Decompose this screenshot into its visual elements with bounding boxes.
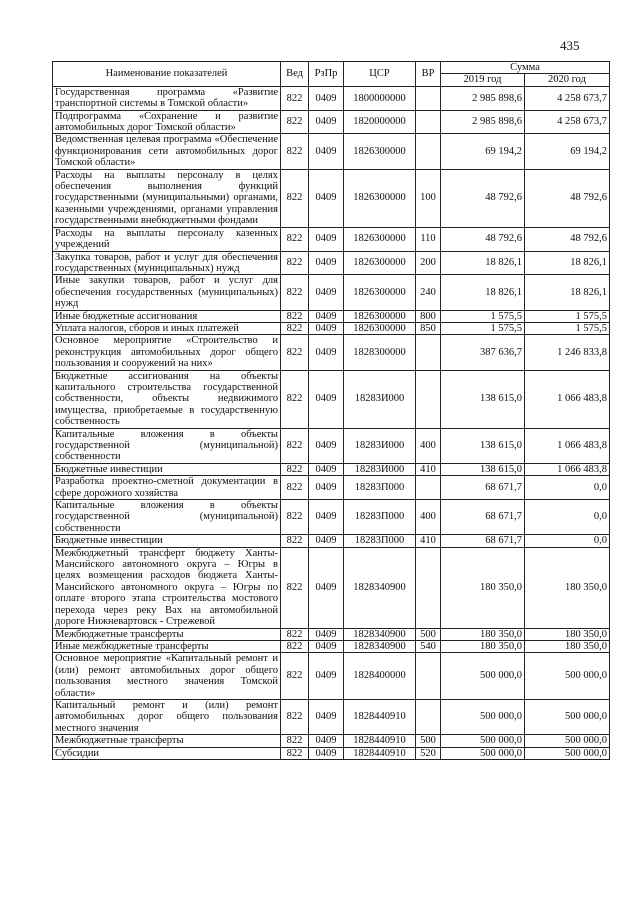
cell-ved: 822 (281, 463, 309, 475)
cell-ved: 822 (281, 640, 309, 652)
cell-ved: 822 (281, 169, 309, 227)
cell-ved: 822 (281, 370, 309, 428)
cell-name: Основное мероприятие «Строительство и реконструкция автомобильных дорог общего пользования и сооружений на них» (53, 335, 281, 370)
cell-2019: 500 000,0 (441, 699, 525, 734)
cell-vr (416, 653, 441, 700)
cell-2020: 4 258 673,7 (525, 110, 610, 134)
cell-csr: 1800000000 (344, 86, 416, 110)
cell-vr: 520 (416, 747, 441, 759)
cell-2019: 500 000,0 (441, 747, 525, 759)
cell-2020: 69 194,2 (525, 134, 610, 169)
table-row (53, 653, 610, 700)
cell-name: Государственная программа «Развитие транспортной системы в Томской области» (53, 86, 281, 110)
cell-ved: 822 (281, 227, 309, 251)
cell-ved: 822 (281, 134, 309, 169)
cell-rzpr: 0409 (309, 227, 344, 251)
cell-vr (416, 335, 441, 370)
cell-rzpr: 0409 (309, 86, 344, 110)
cell-2019: 68 671,7 (441, 500, 525, 535)
cell-csr: 1826300000 (344, 169, 416, 227)
table-row (53, 86, 610, 110)
cell-name: Иные межбюджетные трансферты (53, 640, 281, 652)
cell-ved: 822 (281, 310, 309, 322)
cell-rzpr: 0409 (309, 370, 344, 428)
cell-name: Расходы на выплаты персоналу в целях обеспечения выполнения функций государственными (муниципальными) органами, казенными учреждениями, органами управления государственными внебюджетными фондами (53, 169, 281, 227)
cell-rzpr: 0409 (309, 428, 344, 463)
cell-ved: 822 (281, 500, 309, 535)
cell-2020: 500 000,0 (525, 747, 610, 759)
table-row (53, 310, 610, 322)
cell-vr: 100 (416, 169, 441, 227)
header-rzpr: РзПр (309, 62, 344, 87)
cell-rzpr: 0409 (309, 251, 344, 275)
cell-2020: 0,0 (525, 500, 610, 535)
cell-2020: 1 066 483,8 (525, 463, 610, 475)
cell-2020: 500 000,0 (525, 699, 610, 734)
cell-vr (416, 134, 441, 169)
cell-vr: 410 (416, 463, 441, 475)
cell-ved: 822 (281, 86, 309, 110)
cell-2019: 68 671,7 (441, 535, 525, 547)
cell-2019: 1 575,5 (441, 310, 525, 322)
cell-ved: 822 (281, 110, 309, 134)
cell-name: Уплата налогов, сборов и иных платежей (53, 322, 281, 334)
table-row (53, 463, 610, 475)
page-number: 435 (560, 38, 580, 53)
cell-name: Бюджетные инвестиции (53, 535, 281, 547)
cell-2019: 18 826,1 (441, 251, 525, 275)
cell-csr: 18283П000 (344, 535, 416, 547)
cell-2019: 2 985 898,6 (441, 110, 525, 134)
cell-rzpr: 0409 (309, 640, 344, 652)
cell-ved: 822 (281, 699, 309, 734)
header-ved: Вед (281, 62, 309, 87)
cell-name: Межбюджетные трансферты (53, 735, 281, 747)
cell-csr: 18283И000 (344, 428, 416, 463)
cell-csr: 1826300000 (344, 251, 416, 275)
cell-name: Капитальный ремонт и (или) ремонт автомобильных дорог общего пользования местного значения (53, 699, 281, 734)
cell-2019: 180 350,0 (441, 547, 525, 628)
cell-csr: 1828340900 (344, 628, 416, 640)
cell-2019: 387 636,7 (441, 335, 525, 370)
cell-rzpr: 0409 (309, 747, 344, 759)
cell-2019: 48 792,6 (441, 169, 525, 227)
table-row (53, 640, 610, 652)
cell-name: Бюджетные ассигнования на объекты капитального строительства государственной собственности, объекты недвижимого имущества, приобретаемые в государственную собственность (53, 370, 281, 428)
table-row (53, 699, 610, 734)
cell-2020: 1 066 483,8 (525, 428, 610, 463)
cell-2020: 180 350,0 (525, 547, 610, 628)
cell-name: Субсидии (53, 747, 281, 759)
cell-ved: 822 (281, 322, 309, 334)
cell-ved: 822 (281, 535, 309, 547)
cell-2020: 48 792,6 (525, 169, 610, 227)
cell-rzpr: 0409 (309, 653, 344, 700)
cell-ved: 822 (281, 428, 309, 463)
table-row (53, 251, 610, 275)
cell-ved: 822 (281, 735, 309, 747)
cell-ved: 822 (281, 251, 309, 275)
cell-2020: 18 826,1 (525, 275, 610, 310)
cell-2020: 0,0 (525, 476, 610, 500)
cell-2020: 1 575,5 (525, 322, 610, 334)
cell-vr: 400 (416, 500, 441, 535)
cell-name: Разработка проектно-сметной документации в сфере дорожного хозяйства (53, 476, 281, 500)
table-row (53, 169, 610, 227)
cell-rzpr: 0409 (309, 535, 344, 547)
cell-rzpr: 0409 (309, 275, 344, 310)
cell-ved: 822 (281, 547, 309, 628)
budget-table (52, 61, 610, 760)
cell-rzpr: 0409 (309, 110, 344, 134)
cell-name: Иные бюджетные ассигнования (53, 310, 281, 322)
cell-rzpr: 0409 (309, 335, 344, 370)
cell-2019: 68 671,7 (441, 476, 525, 500)
cell-name: Межбюджетные трансферты (53, 628, 281, 640)
cell-2019: 138 615,0 (441, 463, 525, 475)
cell-rzpr: 0409 (309, 169, 344, 227)
table-row (53, 110, 610, 134)
table-row (53, 628, 610, 640)
cell-2019: 500 000,0 (441, 735, 525, 747)
cell-vr (416, 370, 441, 428)
cell-vr: 400 (416, 428, 441, 463)
cell-vr: 110 (416, 227, 441, 251)
cell-2020: 1 575,5 (525, 310, 610, 322)
cell-vr: 500 (416, 628, 441, 640)
cell-name: Основное мероприятие «Капитальный ремонт и (или) ремонт автомобильных дорог общего пользования местного значения Томской области» (53, 653, 281, 700)
cell-vr: 800 (416, 310, 441, 322)
cell-2020: 1 066 483,8 (525, 370, 610, 428)
cell-csr: 18283П000 (344, 500, 416, 535)
cell-csr: 1828440910 (344, 699, 416, 734)
cell-2019: 500 000,0 (441, 653, 525, 700)
table-row (53, 476, 610, 500)
cell-vr (416, 86, 441, 110)
table-row (53, 134, 610, 169)
cell-2020: 4 258 673,7 (525, 86, 610, 110)
cell-csr: 1828440910 (344, 747, 416, 759)
table-row (53, 428, 610, 463)
cell-2020: 500 000,0 (525, 653, 610, 700)
header-name: Наименование показателей (53, 62, 281, 87)
cell-rzpr: 0409 (309, 463, 344, 475)
cell-vr: 240 (416, 275, 441, 310)
cell-name: Ведомственная целевая программа «Обеспечение функционирования сети автомобильных дорог Томской области» (53, 134, 281, 169)
cell-name: Иные закупки товаров, работ и услуг для обеспечения государственных (муниципальных) нужд (53, 275, 281, 310)
cell-name: Межбюджетный трансферт бюджету Ханты-Мансийского автономного округа – Югры в целях возмещения расходов бюджета Ханты-Мансийского автономного округа – Югры по оплате второго этапа строительства мостового перехода через реку Вах на автомобильной дороге Нижневартовск - Стрежевой (53, 547, 281, 628)
cell-2020: 500 000,0 (525, 735, 610, 747)
cell-csr: 1826300000 (344, 134, 416, 169)
cell-csr: 1828400000 (344, 653, 416, 700)
cell-vr: 540 (416, 640, 441, 652)
cell-ved: 822 (281, 275, 309, 310)
table-row (53, 735, 610, 747)
cell-ved: 822 (281, 628, 309, 640)
cell-rzpr: 0409 (309, 322, 344, 334)
cell-2020: 180 350,0 (525, 628, 610, 640)
cell-rzpr: 0409 (309, 500, 344, 535)
header-2020: 2020 год (525, 74, 610, 86)
table-row (53, 547, 610, 628)
cell-csr: 1820000000 (344, 110, 416, 134)
cell-rzpr: 0409 (309, 628, 344, 640)
cell-vr: 850 (416, 322, 441, 334)
cell-ved: 822 (281, 476, 309, 500)
header-2019: 2019 год (441, 74, 525, 86)
cell-rzpr: 0409 (309, 735, 344, 747)
cell-vr (416, 699, 441, 734)
cell-csr: 1826300000 (344, 322, 416, 334)
header-sum: Сумма (441, 62, 610, 74)
cell-2020: 18 826,1 (525, 251, 610, 275)
cell-csr: 1826300000 (344, 310, 416, 322)
header-vr: ВР (416, 62, 441, 87)
cell-name: Подпрограмма «Сохранение и развитие автомобильных дорог Томской области» (53, 110, 281, 134)
cell-2019: 1 575,5 (441, 322, 525, 334)
table-row (53, 535, 610, 547)
cell-csr: 1828340900 (344, 640, 416, 652)
cell-rzpr: 0409 (309, 547, 344, 628)
cell-2019: 180 350,0 (441, 628, 525, 640)
cell-vr (416, 547, 441, 628)
cell-vr: 410 (416, 535, 441, 547)
cell-csr: 1828300000 (344, 335, 416, 370)
cell-csr: 18283И000 (344, 463, 416, 475)
cell-2019: 138 615,0 (441, 370, 525, 428)
cell-csr: 18283И000 (344, 370, 416, 428)
cell-rzpr: 0409 (309, 476, 344, 500)
cell-2020: 48 792,6 (525, 227, 610, 251)
cell-vr: 200 (416, 251, 441, 275)
table-row (53, 227, 610, 251)
cell-csr: 1828440910 (344, 735, 416, 747)
header-csr: ЦСР (344, 62, 416, 87)
cell-ved: 822 (281, 335, 309, 370)
table-header (53, 62, 610, 87)
cell-2020: 1 246 833,8 (525, 335, 610, 370)
table-row (53, 335, 610, 370)
cell-name: Расходы на выплаты персоналу казенных учреждений (53, 227, 281, 251)
table-row (53, 370, 610, 428)
cell-vr: 500 (416, 735, 441, 747)
cell-2019: 2 985 898,6 (441, 86, 525, 110)
cell-vr (416, 476, 441, 500)
cell-name: Капитальные вложения в объекты государственной (муниципальной) собственности (53, 500, 281, 535)
cell-2019: 138 615,0 (441, 428, 525, 463)
table-row (53, 747, 610, 759)
table-row (53, 322, 610, 334)
cell-ved: 822 (281, 653, 309, 700)
cell-csr: 18283П000 (344, 476, 416, 500)
cell-name: Капитальные вложения в объекты государственной (муниципальной) собственности (53, 428, 281, 463)
cell-2019: 180 350,0 (441, 640, 525, 652)
cell-vr (416, 110, 441, 134)
cell-csr: 1828340900 (344, 547, 416, 628)
table-row (53, 500, 610, 535)
cell-name: Бюджетные инвестиции (53, 463, 281, 475)
cell-2019: 48 792,6 (441, 227, 525, 251)
table-body (53, 86, 610, 759)
cell-2020: 0,0 (525, 535, 610, 547)
cell-csr: 1826300000 (344, 227, 416, 251)
cell-rzpr: 0409 (309, 699, 344, 734)
cell-name: Закупка товаров, работ и услуг для обеспечения государственных (муниципальных) нужд (53, 251, 281, 275)
table-row (53, 275, 610, 310)
cell-2019: 18 826,1 (441, 275, 525, 310)
cell-csr: 1826300000 (344, 275, 416, 310)
cell-rzpr: 0409 (309, 310, 344, 322)
cell-2019: 69 194,2 (441, 134, 525, 169)
cell-2020: 180 350,0 (525, 640, 610, 652)
cell-rzpr: 0409 (309, 134, 344, 169)
cell-ved: 822 (281, 747, 309, 759)
